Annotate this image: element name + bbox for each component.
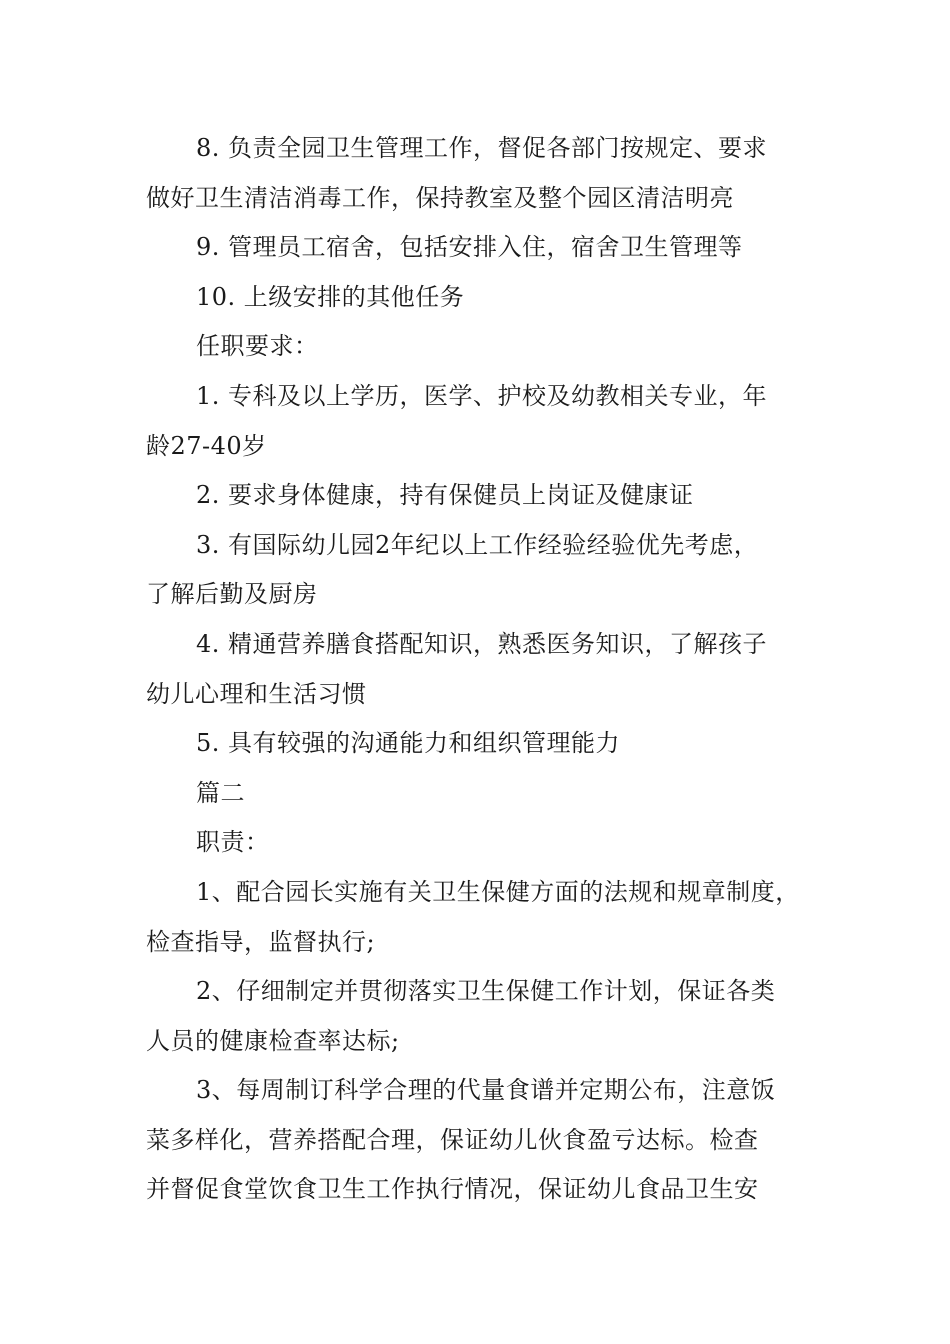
paragraph-line: 龄27-40岁 (146, 431, 267, 460)
paragraph-line: 2. 要求身体健康，持有保健员上岗证及健康证 (196, 481, 694, 510)
paragraph-line: 了解后勤及厨房 (146, 580, 318, 609)
paragraph-line: 1、配合园长实施有关卫生保健方面的法规和规章制度， (196, 877, 800, 906)
paragraph-line: 10. 上级安排的其他任务 (196, 282, 465, 311)
paragraph-line: 1. 专科及以上学历，医学、护校及幼教相关专业，年 (196, 381, 768, 410)
document-page (146, 124, 816, 1215)
paragraph-line: 菜多样化，营养搭配合理，保证幼儿伙食盈亏达标。检查 (146, 1125, 759, 1154)
paragraph-line: 幼儿心理和生活习惯 (146, 679, 367, 708)
paragraph-line: 做好卫生清洁消毒工作，保持教室及整个园区清洁明亮 (146, 183, 734, 212)
paragraph-line: 9. 管理员工宿舍，包括安排入住，宿舍卫生管理等 (196, 233, 743, 262)
paragraph-line: 并督促食堂饮食卫生工作执行情况，保证幼儿食品卫生安 (146, 1175, 759, 1204)
section-heading: 篇二 (196, 778, 245, 807)
paragraph-line: 5. 具有较强的沟通能力和组织管理能力 (196, 729, 621, 758)
paragraph-line: 8. 负责全园卫生管理工作，督促各部门按规定、要求 (196, 134, 768, 162)
section-heading: 任职要求： (196, 332, 319, 361)
section-heading: 职责： (196, 828, 270, 857)
paragraph-line: 3、每周制订科学合理的代量食谱并定期公布，注意饭 (196, 1076, 776, 1105)
paragraph-line: 人员的健康检查率达标; (146, 1026, 400, 1055)
paragraph-line: 2、仔细制定并贯彻落实卫生保健工作计划，保证各类 (196, 977, 776, 1006)
paragraph-line: 3. 有国际幼儿园2年纪以上工作经验经验优先考虑， (196, 530, 759, 559)
paragraph-line: 检查指导，监督执行; (146, 927, 376, 956)
paragraph-line: 4. 精通营养膳食搭配知识，熟悉医务知识，了解孩子 (196, 629, 768, 658)
